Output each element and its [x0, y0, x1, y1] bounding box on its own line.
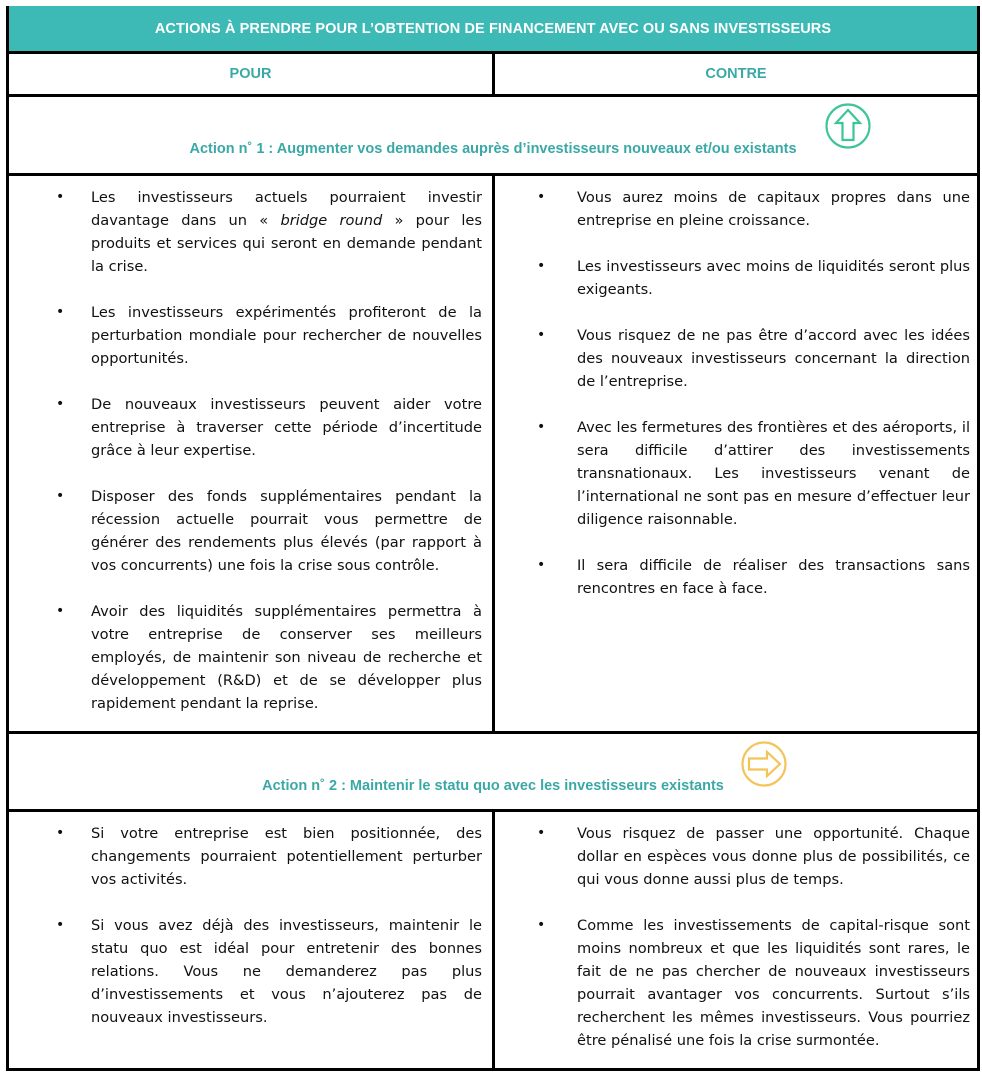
list-item [9, 393, 492, 462]
list-item [495, 186, 977, 232]
bullet-icon: • [537, 557, 546, 573]
action-1-pour-cell [9, 176, 495, 731]
bullet-icon: • [537, 917, 546, 933]
list-item-text: Si vous avez déjà des investisseurs, maintenir le statu quo est idéal pour entretenir des bonnes relations. Vous ne demanderez pas plus d’investissements et vous n’ajouterez pas de nouveaux investisseurs. [91, 917, 482, 1026]
bullet-icon: • [537, 258, 546, 274]
list-item [9, 914, 492, 1029]
action-1-pour-list [9, 186, 492, 715]
action-1-contre-cell [495, 176, 977, 731]
list-item [9, 186, 492, 278]
list-item-text: Comme les investissements de capital-risque sont moins nombreux et que les liquidités sont rares, le fait de ne pas chercher de nouveaux investisseurs pourrait avantager vos concurrents. Surtout s’ils recherchent les mêmes investisseurs. Vous pourriez être pénalisé une fois la crise surmontée. [577, 917, 970, 1049]
list-item [495, 416, 977, 531]
bullet-icon: • [56, 396, 65, 412]
bullet-icon: • [537, 189, 546, 205]
bullet-icon: • [56, 825, 65, 841]
list-item [495, 822, 977, 891]
action-2-title: Action n˚ 2 : Maintenir le statu quo avec les investisseurs existants [262, 778, 724, 794]
arrow-right-circle-icon [740, 740, 788, 788]
list-item-text: De nouveaux investisseurs peuvent aider votre entreprise à traverser cette période d’incertitude grâce à leur expertise. [91, 396, 482, 459]
bullet-icon: • [537, 825, 546, 841]
list-item [9, 301, 492, 370]
table-title: ACTIONS À PRENDRE POUR L’OBTENTION DE FINANCEMENT AVEC OU SANS INVESTISSEURS [154, 20, 832, 37]
list-item [495, 324, 977, 393]
list-item-text: Si votre entreprise est bien positionnée, des changements pourraient potentiellement perturber vos activités. [91, 825, 482, 888]
column-header-row [9, 54, 977, 97]
action-2-contre-cell [495, 812, 977, 1068]
list-item-text: Les investisseurs expérimentés profiteront de la perturbation mondiale pour rechercher de nouvelles opportunités. [91, 304, 482, 367]
action-2-content-row [9, 812, 977, 1068]
bullet-icon: • [56, 488, 65, 504]
list-item [495, 554, 977, 600]
list-item-text: Disposer des fonds supplémentaires pendant la récession actuelle pourrait vous permettre de générer des rendements plus élevés (par rapport à vos concurrents) une fois la crise sous contrôle. [91, 488, 482, 574]
list-item [9, 822, 492, 891]
bullet-icon: • [56, 189, 65, 205]
action-1-header [9, 97, 977, 176]
list-item-text: Les investisseurs actuels pourraient investir davantage dans un « bridge round » pour les produits et services qui seront en demande pendant la crise. [91, 189, 482, 275]
action-1-contre-list [495, 186, 977, 600]
list-item-text: Avec les fermetures des frontières et des aéroports, il sera difficile d’attirer des investissements transnationaux. Les investisseurs venant de l’international ne sont pas en mesure d’effectuer leur diligence raisonnable. [577, 419, 970, 528]
list-item [9, 485, 492, 577]
list-item [495, 255, 977, 301]
action-2-pour-cell [9, 812, 495, 1068]
list-item-text: Les investisseurs avec moins de liquidités seront plus exigeants. [577, 258, 970, 298]
column-header-pour: POUR [9, 54, 495, 94]
action-2-pour-list [9, 822, 492, 1029]
table-title-row [9, 6, 977, 54]
list-item-text: Vous risquez de passer une opportunité. Chaque dollar en espèces vous donne plus de possibilités, ce qui vous donne aussi plus de temps. [577, 825, 970, 888]
bullet-icon: • [56, 917, 65, 933]
pros-cons-table [6, 6, 980, 1071]
list-item-text: Vous risquez de ne pas être d’accord avec les idées des nouveaux investisseurs concernant la direction de l’entreprise. [577, 327, 970, 390]
list-item-text: Avoir des liquidités supplémentaires permettra à votre entreprise de conserver ses meilleurs employés, de maintenir son niveau de recherche et développement (R&D) et de se développer plus rapidement pendant la reprise. [91, 603, 482, 712]
bullet-icon: • [537, 419, 546, 435]
list-item [9, 600, 492, 715]
action-1-title: Action n˚ 1 : Augmenter vos demandes auprès d’investisseurs nouveaux et/ou existants [189, 141, 797, 157]
arrow-up-circle-icon [824, 102, 872, 150]
list-item-text: Il sera difficile de réaliser des transactions sans rencontres en face à face. [577, 557, 970, 597]
action-1-content-row [9, 176, 977, 734]
bullet-icon: • [56, 603, 65, 619]
action-2-contre-list [495, 822, 977, 1052]
bullet-icon: • [56, 304, 65, 320]
column-header-contre: CONTRE [705, 66, 767, 82]
list-item-text: Vous aurez moins de capitaux propres dans une entreprise en pleine croissance. [577, 189, 970, 229]
action-2-header [9, 734, 977, 812]
bullet-icon: • [537, 327, 546, 343]
list-item [495, 914, 977, 1052]
